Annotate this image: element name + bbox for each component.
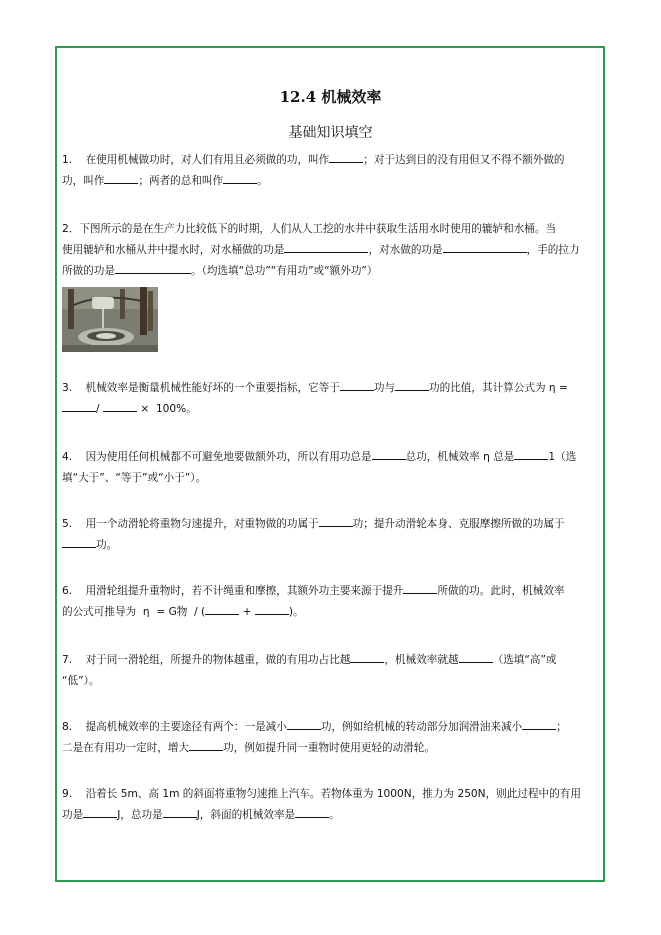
- well-windlass-photo: [62, 287, 158, 352]
- answer-blank[interactable]: [62, 399, 96, 412]
- answer-blank[interactable]: [443, 240, 527, 253]
- answer-blank[interactable]: [319, 514, 353, 527]
- answer-blank[interactable]: [459, 650, 493, 663]
- question-7: 7. 对于同一滑轮组，所提升的物体越重，做的有用功占比越 ，机械效率就越 （选填“高”或 “低”）。: [62, 650, 602, 692]
- answer-blank[interactable]: [104, 171, 138, 184]
- question-9: 9. 沿着长 5m、高 1m 的斜面将重物匀速推上汽车。若物体重为 1000N，推力为 250N，则此过程中的有用 功是 J，总功是 J，斜面的机械效率是 。: [62, 788, 581, 821]
- answer-blank[interactable]: [255, 602, 289, 615]
- question-4: 4. 因为使用任何机械都不可避免地要做额外功，所以有用功总是 总功，机械效率 η 总是 1（选 填“大于”、“等于”或“小于”）。: [62, 447, 602, 489]
- answer-blank[interactable]: [287, 717, 321, 730]
- answer-blank[interactable]: [83, 805, 117, 818]
- answer-blank[interactable]: [115, 261, 191, 274]
- question-6: 6. 用滑轮组提升重物时，若不计绳重和摩擦，其额外功主要来源于提升 所做的功。此时，机械效率 的公式可推导为 η = G物 / ( + )。: [62, 581, 602, 623]
- answer-blank[interactable]: [205, 602, 239, 615]
- answer-blank[interactable]: [395, 378, 429, 391]
- answer-blank[interactable]: [340, 378, 374, 391]
- answer-blank[interactable]: [284, 240, 368, 253]
- section-subtitle: 基础知识填空: [288, 125, 373, 141]
- answer-blank[interactable]: [372, 447, 406, 460]
- question-5: 5. 用一个动滑轮将重物匀速提升，对重物做的功属于 功；提升动滑轮本身、克服摩擦所做的功属于 功。: [62, 514, 602, 556]
- answer-blank[interactable]: [295, 805, 329, 818]
- question-2: 2．下图所示的是在生产力比较低下的时期，人们从人工挖的水井中获取生活用水时使用的辘轳和水桶。当 使用辘轳和水桶从井中提水时，对水桶做的功是 ，对水做的功是 ，手的拉力 所做的功是 。（均选填“总功”“有用功”或“额外功”）: [62, 223, 580, 277]
- question-8: 8. 提高机械效率的主要途径有两个：一是减小 功，例如给机械的转动部分加润滑油来减小 ； 二是在有用功一定时，增大 功，例如提升同一重物时使用更轻的动滑轮。: [62, 717, 602, 759]
- answer-blank[interactable]: [403, 581, 437, 594]
- answer-blank[interactable]: [62, 535, 96, 548]
- answer-blank[interactable]: [103, 399, 137, 412]
- page-title: 12.4 机械效率: [279, 88, 382, 106]
- question-3: 3. 机械效率是衡量机械性能好坏的一个重要指标，它等于 功与 功的比值，其计算公式为 η = / × 100%。: [62, 378, 602, 420]
- answer-blank[interactable]: [350, 650, 384, 663]
- answer-blank[interactable]: [223, 171, 257, 184]
- question-1: 1. 在使用机械做功时，对人们有用且必须做的功，叫作 ；对于达到目的没有用但又不得不额外做的 功，叫作 ；两者的总和叫作 。: [62, 150, 602, 192]
- answer-blank[interactable]: [514, 447, 548, 460]
- answer-blank[interactable]: [163, 805, 197, 818]
- well-windlass-image: [62, 287, 158, 352]
- answer-blank[interactable]: [522, 717, 556, 730]
- answer-blank[interactable]: [189, 738, 223, 751]
- answer-blank[interactable]: [329, 150, 363, 163]
